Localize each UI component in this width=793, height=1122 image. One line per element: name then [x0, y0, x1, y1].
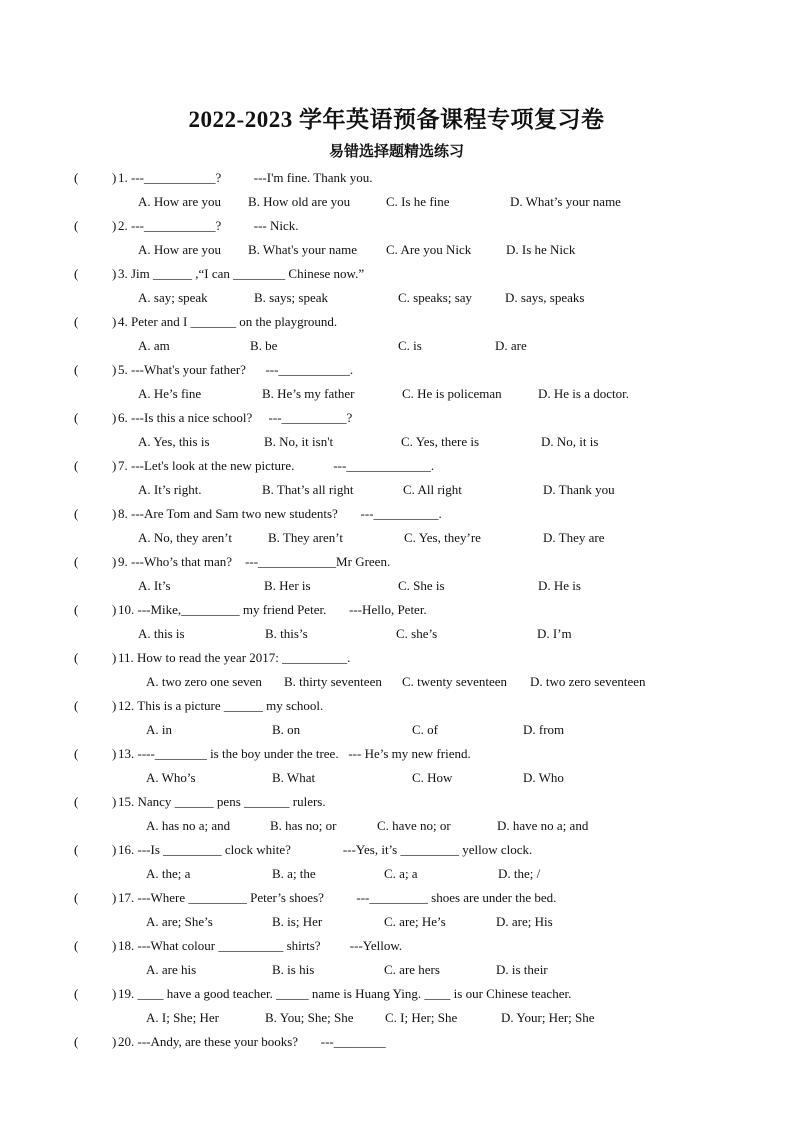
answer-option: D. Is he Nick	[506, 242, 576, 257]
question-row	[0, 792, 793, 812]
answer-option: B. What	[272, 770, 316, 785]
options-row	[0, 1008, 793, 1028]
answer-option: B. How old are you	[248, 194, 351, 209]
question-text: 7. ---Let's look at the new picture. ---_____________.	[118, 458, 435, 473]
options-row	[0, 528, 793, 548]
answer-bracket-open: (	[74, 602, 79, 617]
question-row	[0, 504, 793, 524]
question-text: 5. ---What's your father? ---___________.	[118, 362, 354, 377]
answer-option: B. That’s all right	[262, 482, 354, 497]
question-row	[0, 840, 793, 860]
answer-option: B. You; She; She	[265, 1010, 354, 1025]
question-text: 11. How to read the year 2017: __________.	[118, 650, 351, 665]
answer-option: C. twenty seventeen	[402, 674, 508, 689]
answer-option: A. It’s	[138, 578, 171, 593]
answer-option: B. says; speak	[254, 290, 329, 305]
answer-option: C. is	[398, 338, 422, 353]
answer-bracket-close: )	[112, 170, 117, 185]
answer-option: D. have no a; and	[497, 818, 589, 833]
question-text: 13. ----________ is the boy under the tree. --- He’s my new friend.	[118, 746, 471, 761]
answer-option: A. has no a; and	[146, 818, 231, 833]
answer-bracket-open: (	[74, 458, 79, 473]
answer-option: A. in	[146, 722, 172, 737]
answer-bracket-open: (	[74, 794, 79, 809]
question-row	[0, 1032, 793, 1052]
question-text: 17. ---Where _________ Peter’s shoes? ---_________ shoes are under the bed.	[118, 890, 557, 905]
answer-bracket-close: )	[112, 458, 117, 473]
answer-option: D. Who	[523, 770, 564, 785]
answer-bracket-close: )	[112, 362, 117, 377]
answer-option: C. a; a	[384, 866, 418, 881]
options-row	[0, 384, 793, 404]
answer-option: C. How	[412, 770, 453, 785]
answer-option: C. are; He’s	[384, 914, 446, 929]
options-row	[0, 960, 793, 980]
answer-option: C. Yes, there is	[401, 434, 480, 449]
options-row	[0, 624, 793, 644]
question-text: 9. ---Who’s that man? ---____________Mr Green.	[118, 554, 391, 569]
answer-option: D. Your; Her; She	[501, 1010, 595, 1025]
answer-option: D. two zero seventeen	[530, 674, 646, 689]
question-text: 18. ---What colour __________ shirts? ---Yellow.	[118, 938, 403, 953]
question-text: 4. Peter and I _______ on the playground.	[118, 314, 338, 329]
answer-option: C. have no; or	[377, 818, 451, 833]
answer-bracket-open: (	[74, 890, 79, 905]
question-row	[0, 888, 793, 908]
answer-option: A. the; a	[146, 866, 191, 881]
answer-option: B. on	[272, 722, 301, 737]
answer-option: D. What’s your name	[510, 194, 621, 209]
options-row	[0, 288, 793, 308]
question-text: 1. ---___________? ---I'm fine. Thank you.	[118, 170, 373, 185]
answer-option: D. from	[523, 722, 565, 737]
answer-option: B. has no; or	[270, 818, 337, 833]
answer-option: A. this is	[138, 626, 185, 641]
answer-bracket-close: )	[112, 1034, 117, 1049]
answer-bracket-close: )	[112, 794, 117, 809]
question-row	[0, 744, 793, 764]
answer-bracket-close: )	[112, 890, 117, 905]
options-row	[0, 480, 793, 500]
answer-bracket-close: )	[112, 938, 117, 953]
options-row	[0, 336, 793, 356]
answer-option: A. No, they aren’t	[138, 530, 232, 545]
answer-option: D. is their	[496, 962, 548, 977]
question-text: 15. Nancy ______ pens _______ rulers.	[118, 794, 326, 809]
answer-option: B. Her is	[264, 578, 311, 593]
answer-option: D. are; His	[496, 914, 553, 929]
answer-option: A. I; She; Her	[146, 1010, 219, 1025]
answer-option: C. of	[412, 722, 438, 737]
answer-option: C. she’s	[396, 626, 438, 641]
answer-bracket-open: (	[74, 218, 79, 233]
answer-option: D. I’m	[537, 626, 572, 641]
question-text: 19. ____ have a good teacher. _____ name is Huang Ying. ____ is our Chinese teacher.	[118, 986, 572, 1001]
question-row	[0, 648, 793, 668]
question-text: 12. This is a picture ______ my school.	[118, 698, 324, 713]
answer-option: D. No, it is	[541, 434, 599, 449]
answer-option: A. Who’s	[146, 770, 196, 785]
question-text: 8. ---Are Tom and Sam two new students? ---__________.	[118, 506, 442, 521]
question-row	[0, 552, 793, 572]
options-row	[0, 912, 793, 932]
question-row	[0, 696, 793, 716]
answer-bracket-open: (	[74, 266, 79, 281]
question-row	[0, 216, 793, 236]
page-subtitle: 易错选择题精选练习	[328, 144, 464, 160]
options-row	[0, 864, 793, 884]
answer-bracket-open: (	[74, 314, 79, 329]
options-row	[0, 576, 793, 596]
question-text: 3. Jim ______ ,“I can ________ Chinese now.”	[118, 266, 365, 281]
question-text: 16. ---Is _________ clock white? ---Yes, it’s _________ yellow clock.	[118, 842, 533, 857]
options-row	[0, 816, 793, 836]
answer-option: B. is his	[272, 962, 315, 977]
options-row	[0, 432, 793, 452]
question-row	[0, 264, 793, 284]
answer-option: A. It’s right.	[138, 482, 202, 497]
question-text: 2. ---___________? --- Nick.	[118, 218, 299, 233]
answer-bracket-close: )	[112, 506, 117, 521]
answer-option: D. He is	[538, 578, 581, 593]
answer-option: C. Is he fine	[386, 194, 450, 209]
answer-option: C. Yes, they’re	[404, 530, 481, 545]
answer-bracket-close: )	[112, 314, 117, 329]
question-row	[0, 600, 793, 620]
page-title: 2022-2023 学年英语预备课程专项复习卷	[188, 107, 605, 132]
question-row	[0, 456, 793, 476]
answer-option: B. a; the	[272, 866, 316, 881]
question-row	[0, 168, 793, 188]
question-row	[0, 360, 793, 380]
answer-option: B. this’s	[265, 626, 308, 641]
answer-bracket-open: (	[74, 650, 79, 665]
answer-option: C. Are you Nick	[386, 242, 472, 257]
answer-bracket-open: (	[74, 938, 79, 953]
answer-bracket-close: )	[112, 554, 117, 569]
answer-option: A. say; speak	[138, 290, 208, 305]
answer-bracket-close: )	[112, 266, 117, 281]
answer-bracket-close: )	[112, 218, 117, 233]
answer-option: C. speaks; say	[398, 290, 473, 305]
answer-bracket-close: )	[112, 842, 117, 857]
answer-option: B. They aren’t	[268, 530, 343, 545]
answer-option: A. He’s fine	[138, 386, 202, 401]
answer-bracket-open: (	[74, 1034, 79, 1049]
answer-bracket-close: )	[112, 746, 117, 761]
answer-bracket-close: )	[112, 602, 117, 617]
answer-option: B. No, it isn't	[264, 434, 334, 449]
options-row	[0, 768, 793, 788]
options-row	[0, 720, 793, 740]
answer-bracket-open: (	[74, 410, 79, 425]
answer-option: B. is; Her	[272, 914, 323, 929]
answer-bracket-close: )	[112, 650, 117, 665]
question-text: 20. ---Andy, are these your books? ---________	[118, 1034, 386, 1049]
answer-bracket-open: (	[74, 170, 79, 185]
answer-option: C. I; Her; She	[385, 1010, 458, 1025]
answer-option: A. am	[138, 338, 170, 353]
answer-bracket-open: (	[74, 746, 79, 761]
answer-bracket-close: )	[112, 986, 117, 1001]
answer-bracket-open: (	[74, 506, 79, 521]
answer-option: D. says, speaks	[505, 290, 585, 305]
answer-bracket-open: (	[74, 554, 79, 569]
answer-option: A. Yes, this is	[138, 434, 210, 449]
answer-option: B. be	[250, 338, 278, 353]
answer-option: A. How are you	[138, 242, 222, 257]
answer-option: A. How are you	[138, 194, 222, 209]
answer-option: D. Thank you	[543, 482, 615, 497]
answer-bracket-open: (	[74, 842, 79, 857]
answer-bracket-open: (	[74, 986, 79, 1001]
answer-option: C. She is	[398, 578, 445, 593]
answer-option: C. He is policeman	[402, 386, 502, 401]
question-row	[0, 408, 793, 428]
answer-option: D. He is a doctor.	[538, 386, 629, 401]
question-row	[0, 312, 793, 332]
answer-option: A. are; She’s	[146, 914, 213, 929]
options-row	[0, 240, 793, 260]
answer-option: B. What's your name	[248, 242, 357, 257]
options-row	[0, 672, 793, 692]
answer-bracket-open: (	[74, 698, 79, 713]
answer-bracket-close: )	[112, 410, 117, 425]
answer-option: C. are hers	[384, 962, 440, 977]
answer-option: D. They are	[543, 530, 605, 545]
question-text: 10. ---Mike,_________ my friend Peter. ---Hello, Peter.	[118, 602, 427, 617]
answer-option: C. All right	[403, 482, 462, 497]
question-row	[0, 984, 793, 1004]
answer-option: D. are	[495, 338, 527, 353]
answer-bracket-open: (	[74, 362, 79, 377]
question-text: 6. ---Is this a nice school? ---__________?	[118, 410, 353, 425]
answer-option: A. are his	[146, 962, 197, 977]
answer-option: B. thirty seventeen	[284, 674, 382, 689]
options-row	[0, 192, 793, 212]
answer-option: B. He’s my father	[262, 386, 355, 401]
answer-option: A. two zero one seven	[146, 674, 262, 689]
answer-option: D. the; /	[498, 866, 541, 881]
answer-bracket-close: )	[112, 698, 117, 713]
question-row	[0, 936, 793, 956]
